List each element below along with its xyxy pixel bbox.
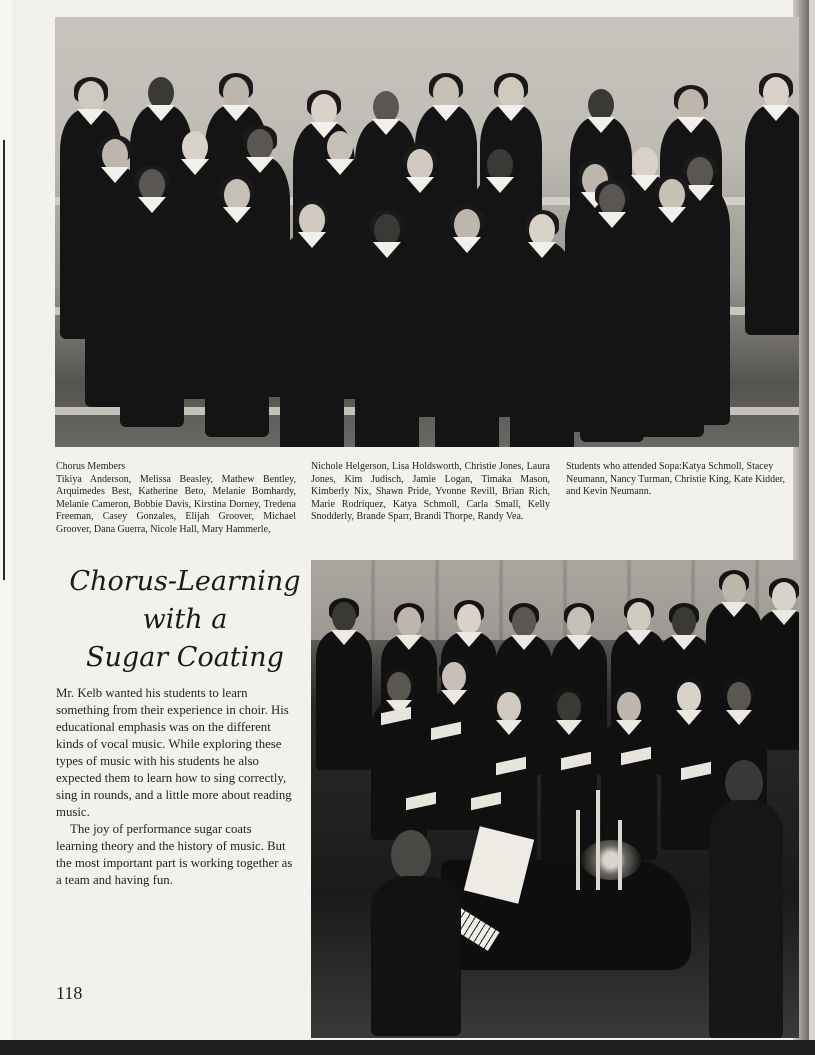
article-body xyxy=(56,685,296,889)
candles xyxy=(566,780,636,890)
title-line-3: Sugar Coating xyxy=(86,642,284,673)
choir-member-figure xyxy=(510,212,574,447)
pianist-figure xyxy=(361,830,471,1038)
scan-bottom-edge xyxy=(0,1040,815,1055)
choir-member-figure xyxy=(120,167,184,427)
choir-performance-photo xyxy=(311,560,799,1038)
caption-names-2: Nichole Helgerson, Lisa Holdsworth, Christie Jones, Laura Jones, Kim Judisch, Jamie Logan, Timaka Mason, Kimberly Nix, Shawn Pride, Yvonne Revill, Brian Rich, Marie Rodriquez, Katya Schmoll, Carla Small, Kelly Snodderly, Brande Sparr, Brandi Thorpe, Randy Vea. xyxy=(311,461,550,522)
caption-heading: Chorus Members xyxy=(56,461,126,472)
page-left-edge xyxy=(0,0,12,1055)
caption-column-1 xyxy=(56,461,296,536)
chorus-group-photo xyxy=(55,17,799,447)
pianist-body xyxy=(371,876,461,1036)
choir-director-figure xyxy=(701,760,791,1038)
article-paragraph-1: Mr. Kelb wanted his students to learn something from their experience in choir. His educational emphasis was on the different kinds of vocal music. While exploring these types of music with his students he also expected them to learn how to sing correctly, sing in rounds, and a little more about reading music. xyxy=(56,686,292,819)
caption-sopa-students: Students who attended Sopa:Katya Schmoll, Stacey Neumann, Nancy Turman, Christie King, Kate Kidder, and Kevin Neumann. xyxy=(566,461,786,497)
article-paragraph-2: The joy of performance sugar coats learning theory and the history of music. But the most important part is working together as a team and having fun. xyxy=(56,822,293,887)
choir-member-figure xyxy=(371,670,427,840)
director-body xyxy=(709,800,783,1038)
title-line-1: Chorus-Learning xyxy=(69,566,301,597)
choir-member-figure xyxy=(280,202,344,447)
article-title xyxy=(60,563,310,677)
caption-names-1: Tikiya Anderson, Melissa Beasley, Mathew Bentley, Arquimedes Best, Katherine Beto, Melanie Bomhardy, Melanie Cameron, Bobbie Davis, Kirstina Dorney, Tredena Freeman, Casey Gonzales, Elijah Groover, Michael Groover, Dana Guerra, Nicole Hall, Mary Hammerle, xyxy=(56,473,296,535)
choir-member-figure xyxy=(205,177,269,437)
caption-column-2 xyxy=(311,461,550,524)
choir-member-figure xyxy=(745,75,799,335)
choir-member-figure xyxy=(435,207,499,447)
choir-member-figure xyxy=(355,212,419,447)
page-number: 118 xyxy=(56,983,83,1003)
candle-stick xyxy=(596,790,600,890)
edge-mark xyxy=(3,140,5,580)
caption-column-3 xyxy=(566,461,794,499)
pianist-head xyxy=(391,830,431,880)
candle-stick xyxy=(576,810,580,890)
candle-stick xyxy=(618,820,622,890)
choir-member-figure xyxy=(580,182,644,442)
title-line-2: with a xyxy=(142,604,228,635)
choir-member-figure xyxy=(316,600,372,770)
choir-member-figure xyxy=(640,177,704,437)
